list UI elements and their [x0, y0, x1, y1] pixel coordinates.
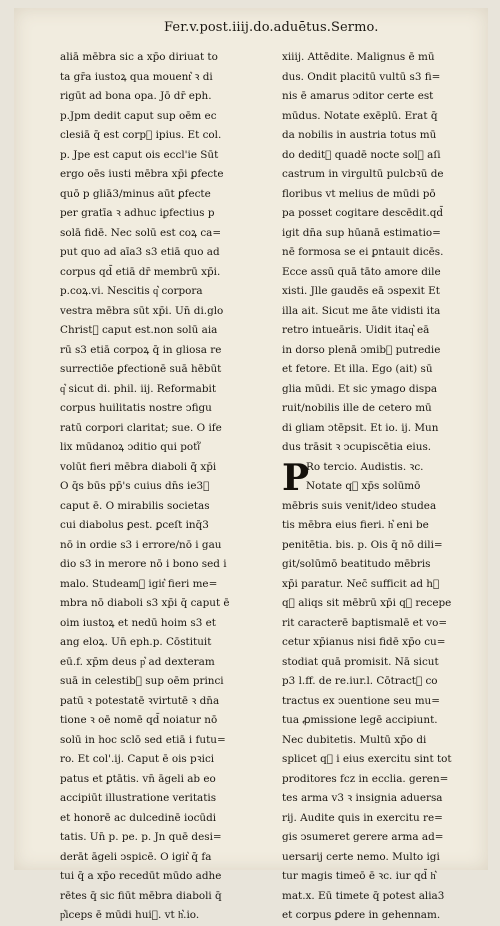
text-line: cetur xp̄ianus nisi fidē xp̄o cu= [282, 636, 446, 648]
text-line: ergo oēs iusti mēbra xp̄i ꝑfecte [60, 168, 224, 180]
text-line: nis ē amarus ↄditor certe est [282, 90, 434, 102]
text-line: ro. Et col'.ij. Caput ē ois pꝛici [60, 753, 215, 765]
text-line: tis mēbra eius fieri. h͛ eni be [282, 519, 429, 531]
text-line: tua ꝓmissione legē accipiunt. [282, 714, 438, 726]
text-line: rigūt ad bona opa. Jō dr̄ eph. [60, 90, 212, 102]
text-line: tui q̄ a xp̄o recedūt mūdo adhe [60, 870, 222, 882]
text-line: patū ꝛ potestatē ꝛvirtutē ꝛ dn̄a [60, 694, 220, 707]
text-line: cui diabolus ꝑest. ꝑceſt inq̄3 [60, 519, 209, 531]
text-line: vestra mēbra sūt xp̄i. Un̄ di.glo [60, 304, 224, 317]
text-line: q᷑ aliqs sit mēbrū xp̄i q᷑ recepe [282, 597, 452, 609]
text-line: rit caracterē baptismalē et vo= [282, 616, 448, 629]
text-line: splicet q᷑ i eius exercitu sint tot [282, 753, 452, 765]
text-line: floribus vt melius de mūdi pō [282, 187, 436, 200]
text-line: di gliam ↄtēpsit. Et io. ij. Mun [282, 421, 439, 434]
running-head: Fer.v.post.iiij.do.aduētus.Sermo. [164, 20, 379, 35]
text-line: penitētia. bis. p. Ois q̄ nō dili= [282, 538, 443, 551]
text-line: dio s3 in merore nō i bono sed i [60, 558, 227, 570]
text-line: oim iustoꝝ et nedū hoim s3 et [60, 616, 216, 629]
text-line: xiiij. Attēdite. Malignus ē mū [282, 51, 435, 63]
text-line: ta gr̄a iustoꝝ qua mouent͛ ꝛ di [60, 70, 213, 83]
text-line: per gratīa ꝛ adhuc iꝑfectius p [60, 207, 215, 219]
drop-cap-initial: P [282, 456, 310, 499]
text-line: tractus ex ↄuentione seu mu= [282, 694, 440, 707]
text-line: rētes q̄ sic fiūt mēbra diaboli q̄ [60, 889, 222, 902]
text-line: illa ait. Sicut me āte vidisti ita [282, 304, 441, 317]
text-line: corpus qd̄ etiā dr̄ membrū xp̄i. [60, 265, 221, 278]
text-line: solū in hoc sclō sed etiā i futu= [60, 733, 226, 746]
text-line: corpus huilitatis nostre ↄfigu [60, 402, 212, 414]
text-line: lix mūdanoꝝ ↄditio qui poti᷑ [60, 441, 201, 453]
text-line: et corpus ꝑdere in gehennam. [282, 909, 441, 921]
text-line: rij. Audite quis in exercitu re= [282, 811, 443, 824]
right-text-column [282, 48, 490, 926]
text-line: p3 l.ff. de re.iur.l. Cōtract᷑ co [282, 675, 438, 687]
text-line: gis ↄsumeret gerere arma ad= [282, 831, 444, 843]
text-line: malo. Studeam᷑ igit͛ fieri me= [60, 577, 218, 590]
text-line: tur magis timeō ē ꝛc. iur qd̄ h͛ [282, 870, 436, 882]
text-line: tione ꝛ oē nomē qd̄ noiatur nō [60, 714, 218, 726]
text-line: volūt fieri mēbra diaboli q̄̄ xp̄i [60, 460, 217, 473]
text-line: retro intueāris. Uidit itaq͛ eā [282, 324, 430, 336]
text-line: da nobilis in austria totus mū [282, 129, 437, 141]
text-line: stodiat quā promisit. Nā sicut [282, 655, 439, 668]
text-line: patus et ꝑtātis. vn̄ āgeli ab eo [60, 772, 216, 785]
text-line: Ecce assū quā tāto amore dile [282, 265, 441, 278]
text-line: pa posset cogitare descēdit.qd̄ [282, 207, 444, 219]
text-line: mēbris suis venit/ideo studea [282, 499, 437, 512]
text-line: nō in ordie s3 i errore/nō i gau [60, 538, 222, 551]
text-line: quō p gliā3/minus aūt ꝑfecte [60, 187, 211, 200]
text-line: xp̄i paratur. Nec̄ sufficit ad h᷑ [282, 577, 440, 590]
text-line: dus. Ondit placitū vultū s3 fi= [282, 70, 441, 83]
text-line: ruit/nobilis ille de cetero mū [282, 402, 432, 414]
text-line: do dedit᷑ quadē nocte sol᷑ aſi [282, 148, 441, 161]
text-line: et fetore. Et illa. Ego (ait) sū [282, 363, 433, 375]
text-line: rū s3 etiā corpoꝝ q̄ in gliosa re [60, 343, 222, 356]
text-line: proditores fcz in ecclia. geren= [282, 772, 449, 785]
text-line: in dorso plenā ↄmib᷑ putredie [282, 343, 441, 356]
text-line: tes arma v3 ꝛ insignia aduersa [282, 792, 443, 804]
text-line: Notate q᷑ xp̄s solūmō [306, 480, 421, 492]
text-line: p. Jpe est caput ois eccl'ie Sūt [60, 148, 219, 161]
text-line: q͛ sicut di. phil. iij. Reformabit [60, 382, 217, 395]
text-line: uersarij certe nemo. Multo igi [282, 850, 440, 863]
book-page [14, 8, 488, 921]
text-line: suā in celestib᷑ sup oēm princi [60, 675, 224, 687]
text-line: solā fidē. Nec solū est coꝝ ca= [60, 226, 222, 239]
text-line: put quo ad aīa3 s3 etiā quo ad [60, 246, 220, 258]
text-line: castrum in virgultū pulcbꝛū de [282, 168, 444, 180]
text-line: xisti. Jlle gaudēs eā ↄspexit Et [282, 285, 440, 297]
text-line: nē formosa se ei ꝑntauit dicēs. [282, 246, 444, 258]
text-line: O q̄s būs pp̄'s cuius dn̄s ie3᷑ [60, 480, 210, 492]
text-line: mūdus. Notate exēplū. Erat q̄ [282, 109, 438, 122]
text-line: accipiūt illustratione veritatis [60, 792, 217, 804]
text-line: igit dn̄a sup hūanā estimatio= [282, 226, 441, 239]
text-line: Christ᷑ caput est.non solū aia [60, 324, 218, 336]
text-line: ratū corpori claritat; sue. O ife [60, 421, 222, 434]
text-line: dus trāsit ꝛ ↄcupiscētia eius. [282, 441, 432, 453]
text-line: caput ē. O mirabilis societas [60, 499, 210, 512]
text-line: tatis. Un̄ p. pe. p. Jn quē desi= [60, 831, 222, 843]
text-line: p.coꝝ.vi. Nescitis q͛ corpora [60, 285, 203, 297]
text-line: mbra nō diaboli s3 xp̄i q̄ caput ē [60, 597, 230, 609]
text-line: derāt āgeli ↄspicē. O igit͛ q̄ fa [60, 850, 212, 863]
text-line: Ro tercio. Audistis. ꝛc. [306, 460, 424, 473]
text-line: surrectiōe ꝑfectionē suā hēbūt [60, 363, 222, 375]
text-line: eū.f. xp̄m deus p͛ ad dexteram [60, 655, 215, 668]
text-line: aliā mēbra sic a xp̄o diriuat to [60, 51, 218, 63]
text-line: p͛iceps ē mūdi hui᷑. vt h͛.io. [60, 909, 200, 921]
text-line: glia mūdi. Et sic ymago dispa [282, 382, 438, 395]
text-line: mat.x. Eū timete q̄ potest alia3 [282, 889, 445, 902]
text-line: et honorē ac dulcedinē iocūdi [60, 811, 217, 824]
left-text-column [60, 48, 268, 926]
text-line: p.Jpm dedit caput sup oēm ec [60, 109, 217, 122]
text-line: Nec dubitetis. Multū xp̄o di [282, 733, 427, 746]
text-line: ang eloꝝ. Un̄ eph.p. Cōstituit [60, 636, 212, 648]
text-line: git/solūmō beatitudo mēbris [282, 558, 431, 570]
text-line: clesiā q̄ est corp᷑ ipius. Et col. [60, 129, 222, 141]
